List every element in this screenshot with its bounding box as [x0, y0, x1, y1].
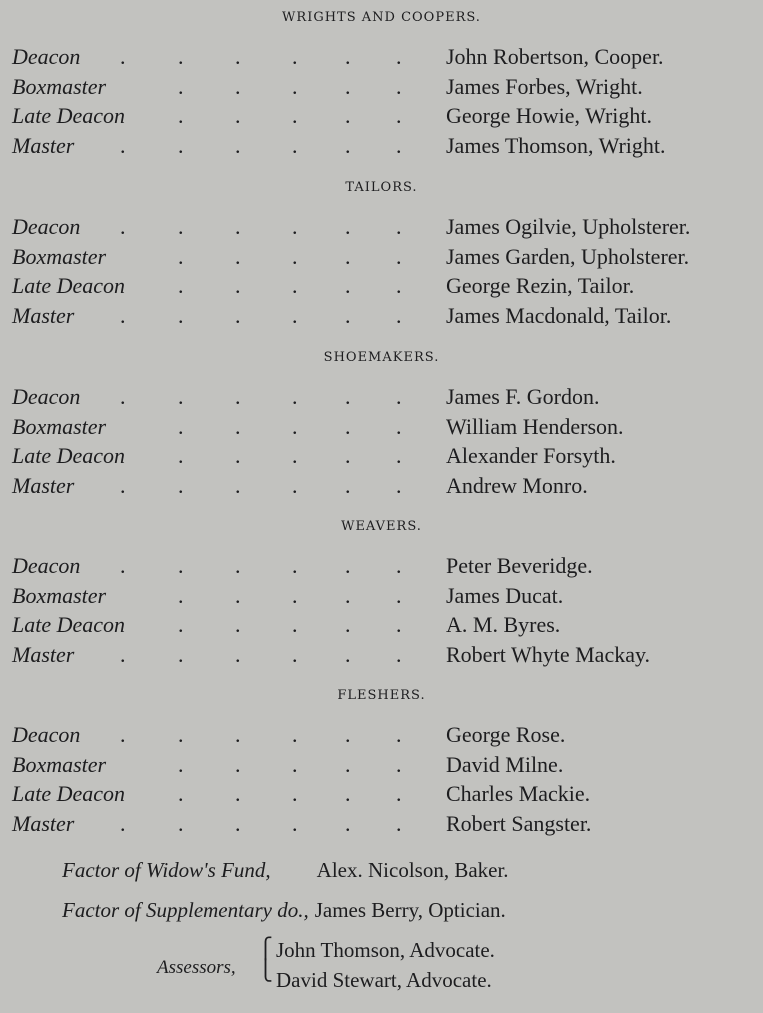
dot-leader: . . . . . .: [120, 472, 402, 498]
officer-name: Charles Mackie.: [446, 781, 591, 806]
officer-name: George Rose.: [446, 722, 566, 747]
section-heading: TAILORS.: [345, 180, 418, 195]
dot-leader: . . . . .: [178, 413, 402, 439]
officer-row: [0, 133, 763, 162]
office-title: Late Deacon: [12, 273, 126, 298]
office-title: Late Deacon: [12, 612, 126, 637]
factor-line: [62, 858, 509, 883]
officer-row: [0, 722, 763, 751]
officer-row: [0, 642, 763, 671]
factor-line: [62, 898, 506, 923]
dot-leader: . . . . . .: [120, 132, 402, 158]
assessor-name: David Stewart, Advocate.: [276, 968, 492, 992]
office-title: Boxmaster: [12, 243, 107, 269]
officer-row: [0, 612, 763, 641]
officer-name: George Rezin, Tailor.: [446, 273, 635, 298]
dot-leader: . . . . .: [178, 751, 402, 777]
officer-name: Robert Whyte Mackay.: [446, 641, 651, 667]
dot-leader: . . . . . .: [120, 810, 402, 836]
dot-leader: . . . . . .: [120, 641, 402, 667]
officer-name: A. M. Byres.: [446, 612, 561, 637]
office-title: Late Deacon: [12, 103, 126, 128]
officer-name: William Henderson.: [446, 413, 624, 439]
officer-name: James Thomson, Wright.: [446, 132, 666, 158]
office-title: Master: [12, 472, 75, 498]
dot-leader: . . . . .: [178, 443, 402, 468]
officer-name: James Ducat.: [446, 582, 564, 608]
officer-row: [0, 443, 763, 472]
officer-row: [0, 583, 763, 612]
office-title: Master: [12, 810, 75, 836]
office-title: Boxmaster: [12, 751, 107, 777]
officer-name: Andrew Monro.: [446, 472, 588, 498]
officer-row: [0, 244, 763, 273]
section-heading: WEAVERS.: [341, 519, 422, 534]
section-heading: SHOEMAKERS.: [323, 350, 440, 365]
office-title: Deacon: [12, 214, 81, 239]
officer-name: James F. Gordon.: [446, 384, 600, 409]
officer-row: [0, 103, 763, 132]
dot-leader: . . . . .: [178, 273, 402, 298]
section-heading: FLESHERS.: [337, 688, 426, 703]
section-heading: WRIGHTS AND COOPERS.: [282, 10, 481, 25]
officer-row: [0, 214, 763, 243]
officer-name: John Robertson, Cooper.: [446, 44, 664, 69]
officer-name: James Forbes, Wright.: [446, 73, 643, 99]
factor-title: Factor of Supplementary do.,: [62, 898, 309, 922]
dot-leader: . . . . .: [178, 612, 402, 637]
factor-name: James Berry, Optician.: [314, 898, 506, 922]
dot-leader: . . . . .: [178, 73, 402, 99]
office-title: Deacon: [12, 553, 81, 578]
officer-row: [0, 781, 763, 810]
officer-name: James Garden, Upholsterer.: [446, 243, 690, 269]
officer-row: [0, 273, 763, 302]
officer-row: [0, 384, 763, 413]
office-title: Late Deacon: [12, 443, 126, 468]
dot-leader: . . . . . .: [120, 553, 402, 578]
officer-row: [0, 303, 763, 332]
office-title: Boxmaster: [12, 582, 107, 608]
brace-icon: ⎧ ⎩: [258, 938, 273, 982]
office-title: Boxmaster: [12, 73, 107, 99]
dot-leader: . . . . .: [178, 781, 402, 806]
dot-leader: . . . . .: [178, 582, 402, 608]
office-title: Master: [12, 302, 75, 328]
officer-row: [0, 44, 763, 73]
officer-row: [0, 473, 763, 502]
officer-name: Robert Sangster.: [446, 810, 592, 836]
office-title: Late Deacon: [12, 781, 126, 806]
officer-name: Alexander Forsyth.: [446, 443, 616, 468]
office-title: Master: [12, 132, 75, 158]
officer-name: David Milne.: [446, 751, 564, 777]
dot-leader: . . . . . .: [120, 384, 402, 409]
officer-name: Peter Beveridge.: [446, 553, 593, 578]
dot-leader: . . . . . .: [120, 302, 402, 328]
officer-row: [0, 414, 763, 443]
dot-leader: . . . . . .: [120, 44, 402, 69]
dot-leader: . . . . .: [178, 103, 402, 128]
officer-name: George Howie, Wright.: [446, 103, 653, 128]
dot-leader: . . . . .: [178, 243, 402, 269]
factor-title: Factor of Widow's Fund,: [62, 858, 271, 882]
office-title: Deacon: [12, 44, 81, 69]
officer-row: [0, 752, 763, 781]
office-title: Master: [12, 641, 75, 667]
officer-name: James Macdonald, Tailor.: [446, 302, 672, 328]
assessor-name: John Thomson, Advocate.: [276, 938, 495, 962]
officer-row: [0, 553, 763, 582]
office-title: Deacon: [12, 722, 81, 747]
officer-row: [0, 811, 763, 840]
office-title: Boxmaster: [12, 413, 107, 439]
assessors-title: Assessors,: [157, 957, 236, 978]
dot-leader: . . . . . .: [120, 722, 402, 747]
officer-row: [0, 74, 763, 103]
factor-name: Alex. Nicolson, Baker.: [316, 858, 509, 882]
officer-name: James Ogilvie, Upholsterer.: [446, 214, 691, 239]
dot-leader: . . . . . .: [120, 214, 402, 239]
office-title: Deacon: [12, 384, 81, 409]
